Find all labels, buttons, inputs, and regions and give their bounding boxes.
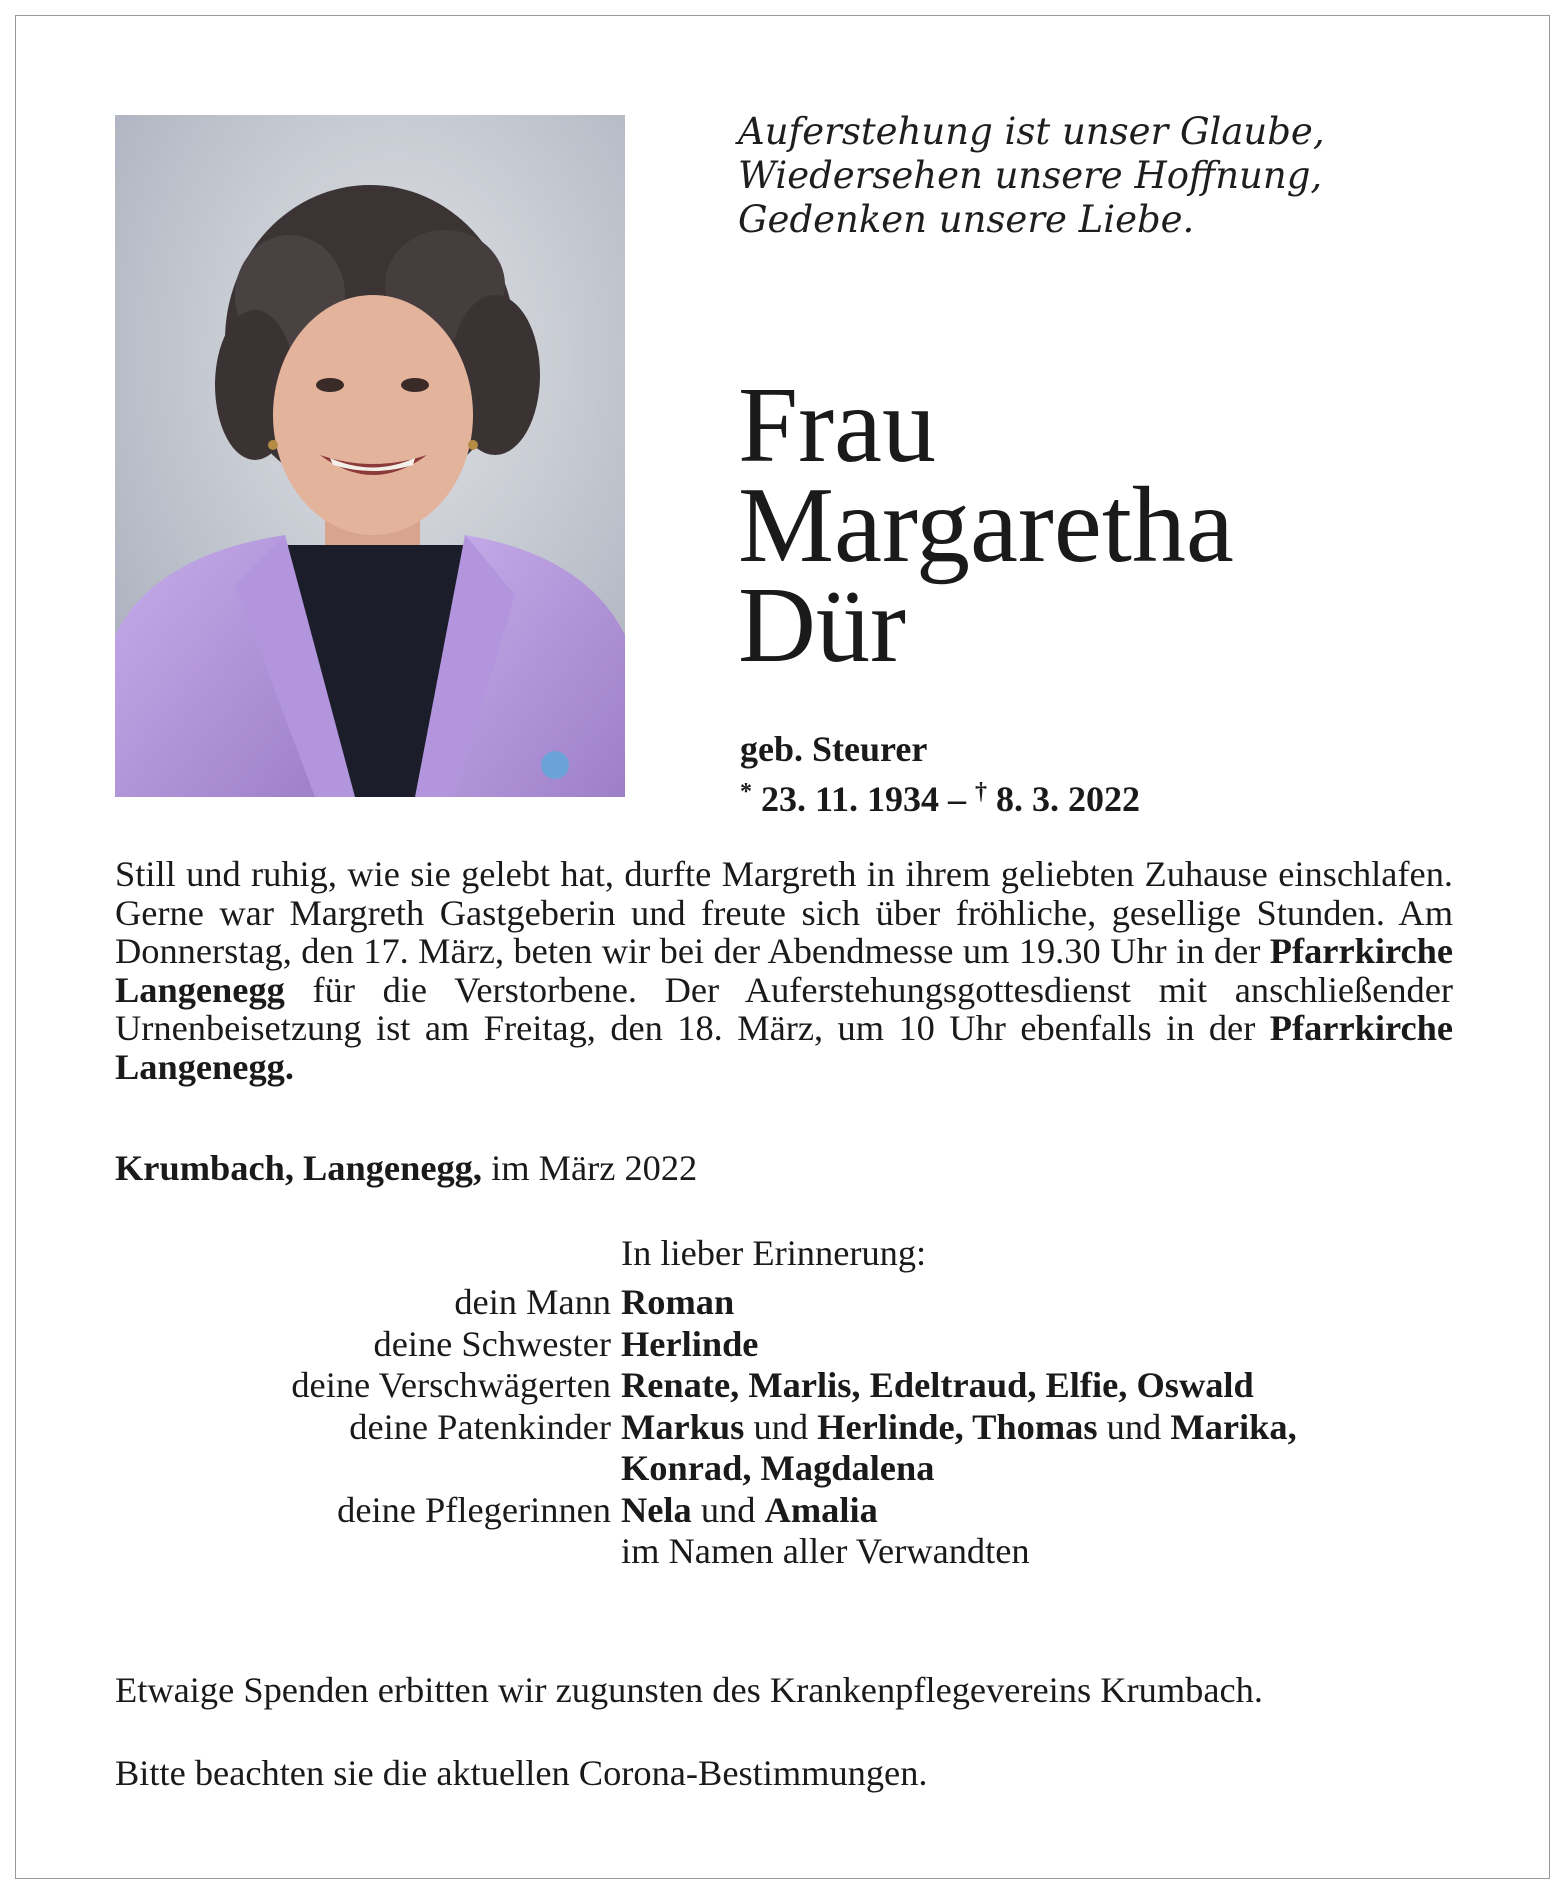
mourner-name: Renate, Marlis, Edeltraud, Elfie, Oswald: [621, 1365, 1254, 1405]
place-names: Krumbach, Langenegg,: [115, 1148, 482, 1188]
relation-label: deine Schwester: [373, 1323, 611, 1364]
mourner-row: [115, 1324, 1515, 1366]
portrait-image: [115, 115, 625, 797]
church-name: Pfarrkirche Langenegg.: [115, 1008, 1453, 1087]
birth-symbol: *: [740, 779, 752, 805]
mourner-name: Herlinde, Thomas: [817, 1406, 1098, 1447]
relation-label: dein Mann: [454, 1282, 611, 1322]
mourner-row: [115, 1490, 1515, 1532]
mourner-row: [115, 1531, 1515, 1573]
name-first: Margaretha: [738, 466, 1234, 585]
mourner-row: [115, 1448, 1515, 1490]
text-part: für die Verstorbene. Der Auferstehungsgottesdienst mit anschließender Urnenbeisetzung ist am Freitag, den 18. März, um 10 Uhr ebenfalls in der: [115, 969, 1453, 1048]
mourner-names: [621, 1365, 1254, 1407]
memorial-quote: [738, 110, 1498, 242]
mourner-name: Herlinde: [621, 1323, 759, 1364]
relation-label: deine Pflegerinnen: [337, 1489, 611, 1530]
mourners-list: [115, 1282, 1515, 1573]
mourner-names: [621, 1490, 878, 1532]
death-date: 8. 3. 2022: [996, 779, 1141, 819]
conjunction: und: [1106, 1406, 1162, 1447]
conjunction: und: [753, 1406, 809, 1447]
name-title: Frau: [738, 366, 936, 485]
relation-label: deine Verschwägerten: [291, 1365, 611, 1405]
name-last: Dür: [738, 566, 906, 685]
text-part: Still und ruhig, wie sie gelebt hat, durfte Margreth in ihrem geliebten Zuhause einschlafen. Gerne war Margreth Gastgeberin und freute sich über fröhliche, gesellige Stunden. Am Donnerstag, den 17. März, beten wir bei der Abendmesse um 19.30 Uhr in der: [115, 854, 1453, 971]
mourner-name: Roman: [621, 1282, 735, 1322]
mourner-row: [115, 1365, 1515, 1407]
donation-note: Etwaige Spenden erbitten wir zugunsten des Krankenpflegevereins Krumbach.: [115, 1670, 1263, 1710]
date-separator: –: [939, 779, 976, 819]
mourner-name: Nela: [621, 1489, 692, 1530]
mourner-name: Konrad, Magdalena: [621, 1448, 935, 1488]
quote-line: Gedenken unsere Liebe.: [738, 198, 1195, 241]
mourner-name: Markus: [621, 1406, 745, 1447]
birth-date: 23. 11. 1934: [761, 779, 940, 819]
portrait-photo: [115, 115, 625, 797]
quote-line: Wiedersehen unsere Hoffnung,: [738, 154, 1323, 197]
maiden-name: geb. Steurer: [740, 729, 928, 769]
relation-label: deine Patenkinder: [349, 1406, 611, 1447]
church-name: Pfarrkirche Langenegg: [115, 931, 1453, 1010]
deceased-name: [738, 366, 1498, 685]
mourner-row: [115, 1282, 1515, 1324]
corona-notice: Bitte beachten sie die aktuellen Corona-Bestimmungen.: [115, 1753, 928, 1793]
quote-line: Auferstehung ist unser Glaube,: [738, 110, 1325, 153]
mourner-names: [621, 1448, 934, 1490]
place-date: [115, 1147, 697, 1189]
obituary-text: [115, 855, 1453, 1086]
mourner-names: [621, 1407, 1297, 1449]
mourner-row: [115, 1407, 1515, 1449]
mourner-name: Marika,: [1170, 1406, 1297, 1447]
closing-line: im Namen aller Verwandten: [621, 1531, 1030, 1571]
mourner-names: [621, 1324, 758, 1366]
death-symbol: †: [975, 779, 988, 805]
mourner-name: Amalia: [764, 1489, 878, 1530]
memory-label: In lieber Erinnerung:: [621, 1233, 927, 1273]
life-dates: [740, 770, 1140, 821]
place-date-text: im März 2022: [491, 1148, 698, 1188]
conjunction: und: [700, 1489, 756, 1530]
mourner-names: [621, 1282, 734, 1324]
